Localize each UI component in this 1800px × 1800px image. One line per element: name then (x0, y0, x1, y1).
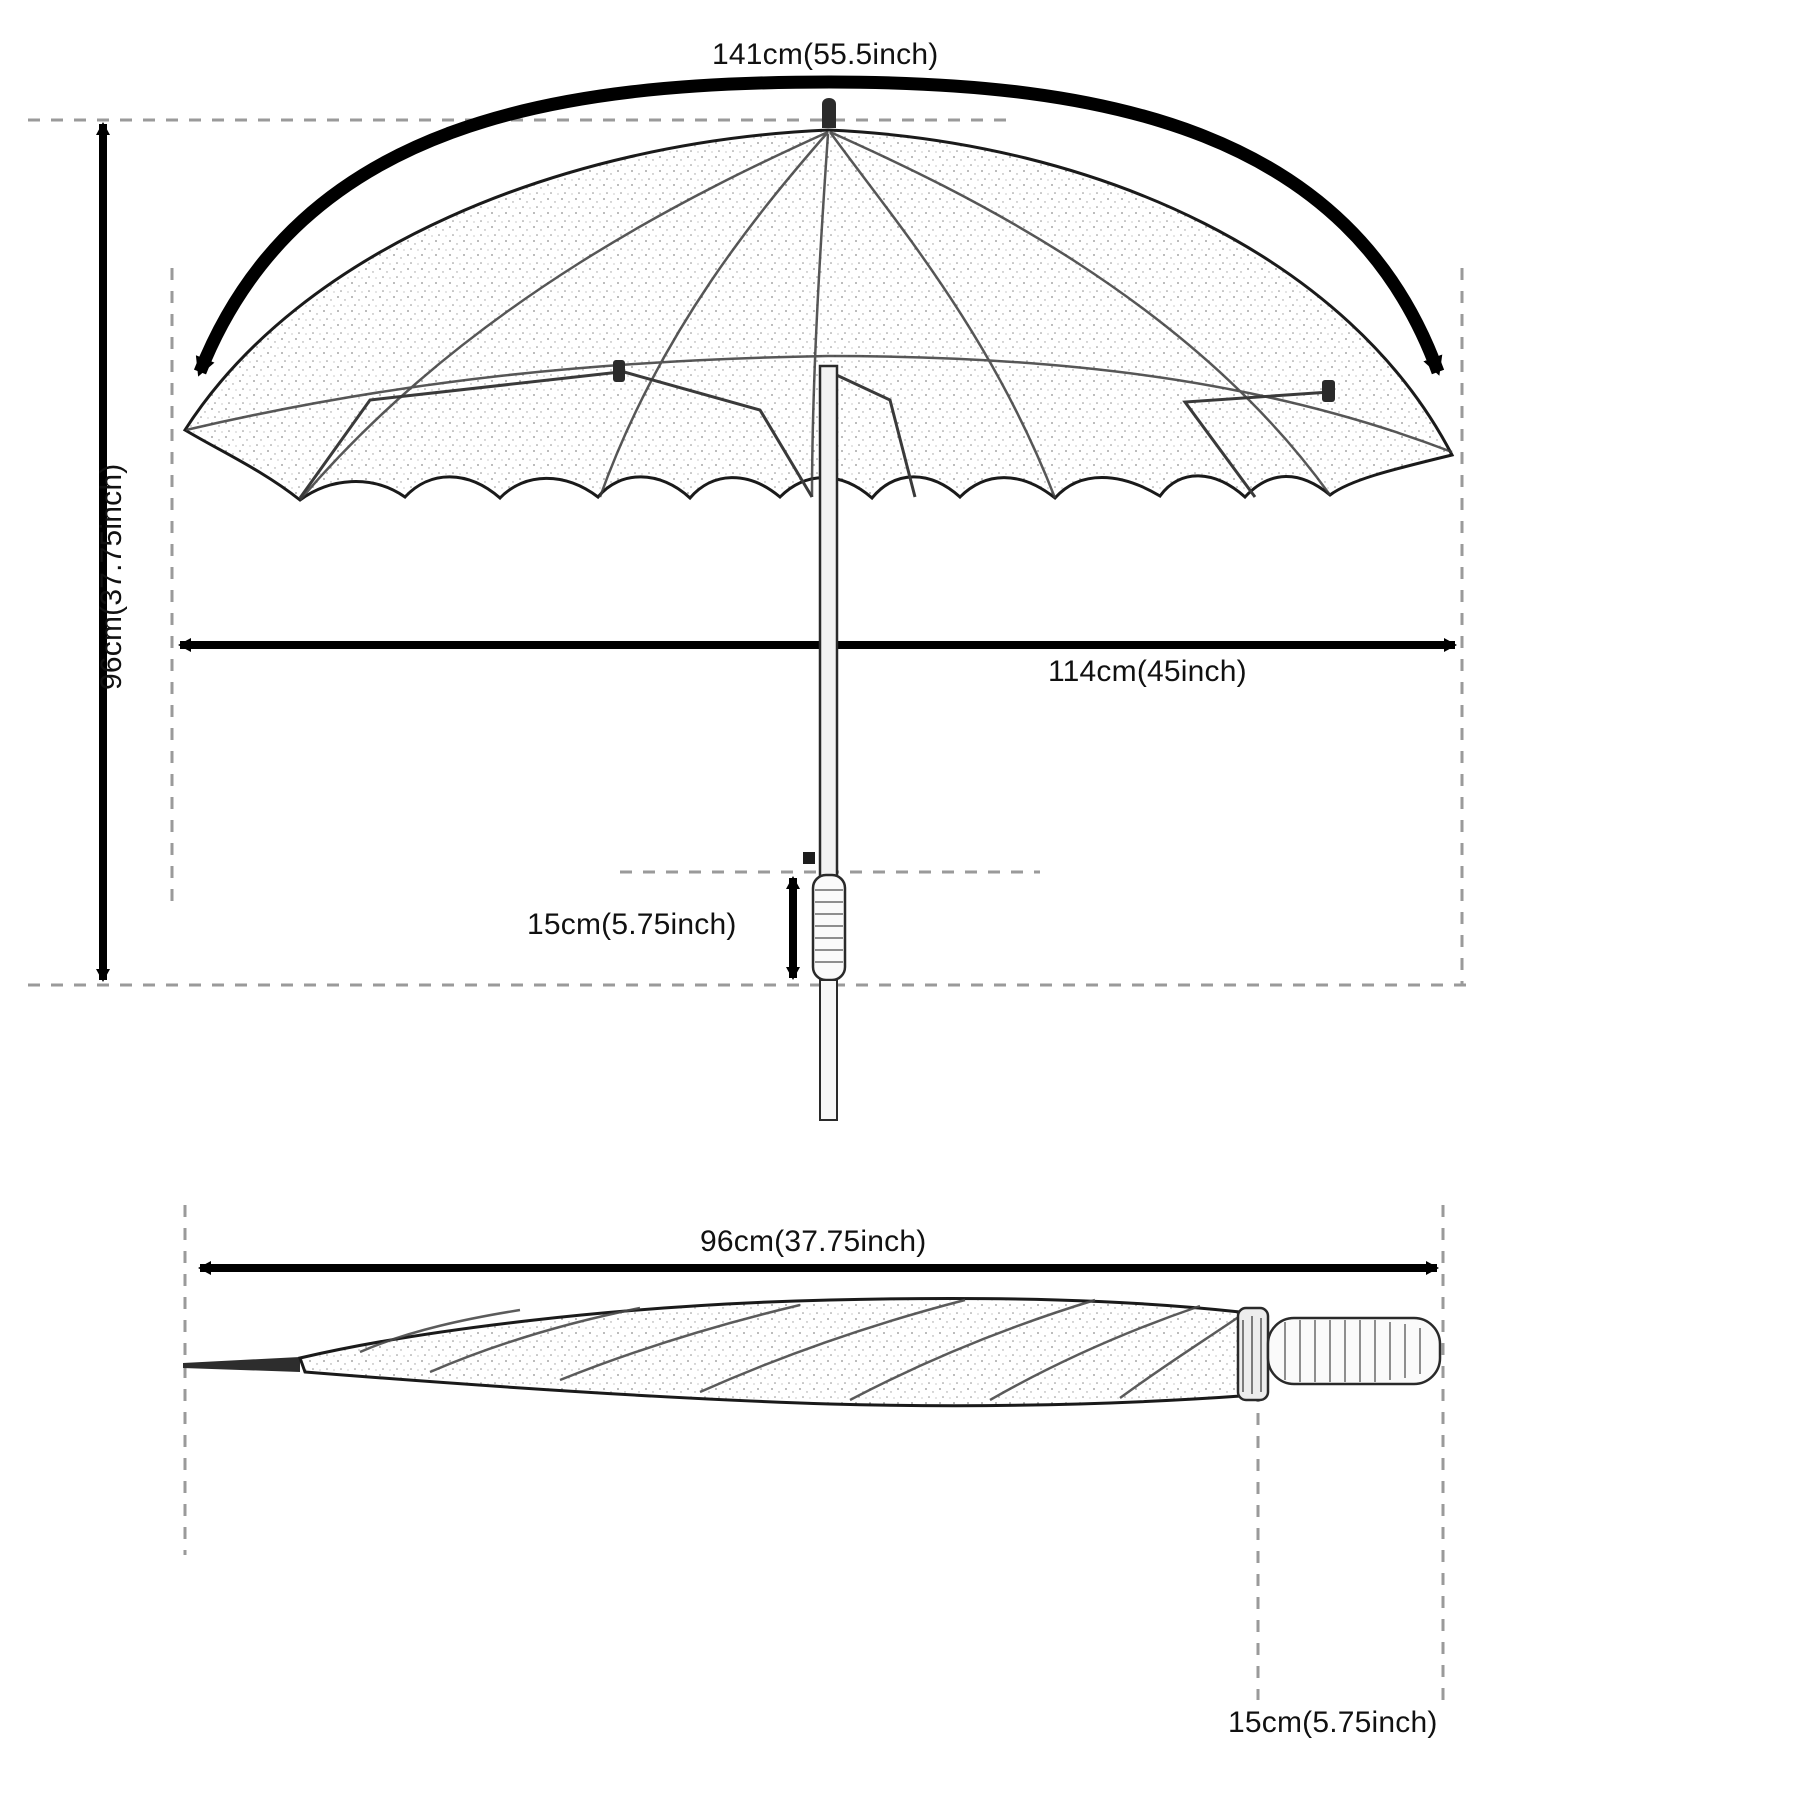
closed-handle-grip (1268, 1318, 1440, 1384)
shaft-lower (820, 980, 837, 1120)
closed-collar (1238, 1308, 1268, 1400)
label-handle-length-open: 15cm(5.75inch) (527, 908, 737, 941)
closed-canopy (300, 1299, 1255, 1406)
label-closed-length: 96cm(37.75inch) (700, 1225, 927, 1258)
closed-tip (183, 1357, 300, 1372)
label-open-height: 96cm(37.75inch) (95, 463, 128, 690)
canopy-fabric (185, 130, 1452, 500)
label-handle-length-closed: 15cm(5.75inch) (1228, 1706, 1438, 1739)
guide-lines-closed-view (185, 1205, 1443, 1700)
open-umbrella-illustration (185, 98, 1452, 1120)
finial (822, 98, 836, 128)
label-arc-span: 141cm(55.5inch) (712, 38, 939, 71)
shaft-button (803, 852, 815, 864)
shaft (820, 366, 837, 878)
closed-umbrella-illustration (183, 1299, 1440, 1406)
label-canopy-width: 114cm(45inch) (1048, 655, 1247, 688)
